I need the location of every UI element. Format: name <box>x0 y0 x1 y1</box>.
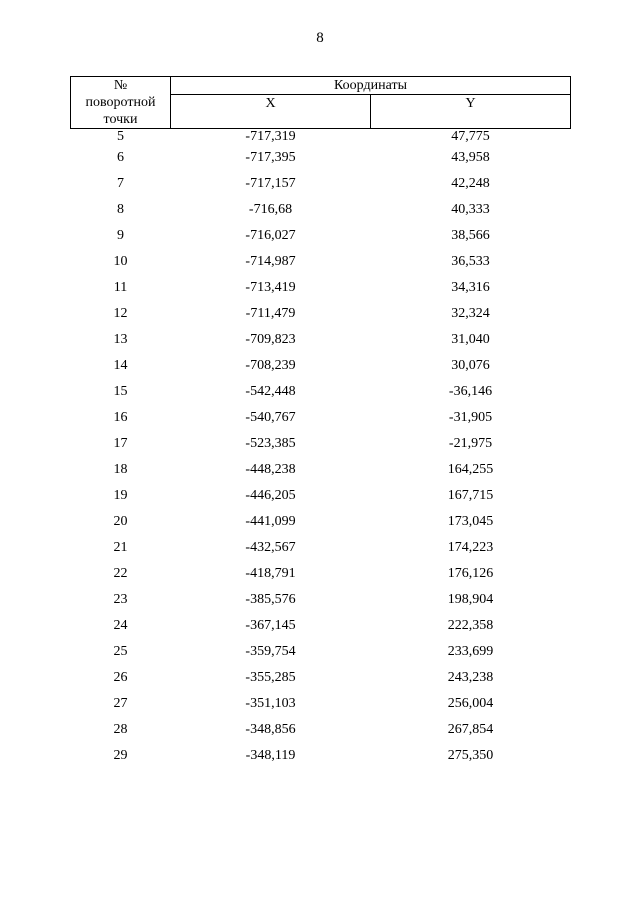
point-number-cell: 26 <box>113 670 128 685</box>
x-coordinate-cell: -713,419 <box>245 280 296 295</box>
y-coordinate-cell: 31,040 <box>451 332 490 347</box>
x-coordinate-cell: -448,238 <box>245 462 296 477</box>
x-coordinate-cell: -717,157 <box>245 176 296 191</box>
table-row <box>71 691 571 717</box>
table-row <box>71 145 571 171</box>
y-coordinate-cell: 167,715 <box>447 488 494 503</box>
x-coordinate-cell: -523,385 <box>245 436 296 451</box>
x-coordinate-cell: -709,823 <box>245 332 296 347</box>
y-coordinate-cell: 173,045 <box>447 514 494 529</box>
point-number-cell: 9 <box>117 228 124 243</box>
y-coordinate-cell: 43,958 <box>451 150 490 165</box>
y-coordinate-cell: -21,975 <box>448 436 493 451</box>
table-row <box>71 327 571 353</box>
table-row <box>71 535 571 561</box>
table-row <box>71 665 571 691</box>
coordinates-table <box>70 76 571 769</box>
table-row <box>71 743 571 769</box>
y-coordinate-cell: -36,146 <box>448 384 493 399</box>
y-coordinate-cell: 233,699 <box>447 644 494 659</box>
table-row <box>71 613 571 639</box>
point-number-cell: 16 <box>113 410 128 425</box>
point-number-cell: 21 <box>113 540 128 555</box>
point-number-cell: 14 <box>113 358 128 373</box>
point-number-cell: 24 <box>113 618 128 633</box>
y-coordinate-cell: 174,223 <box>447 540 494 555</box>
table-row <box>71 431 571 457</box>
point-number-cell: 18 <box>113 462 128 477</box>
point-number-cell: 22 <box>113 566 128 581</box>
table-row <box>71 561 571 587</box>
point-number-cell: 20 <box>113 514 128 529</box>
y-header: Y <box>371 95 571 129</box>
point-number-cell: 27 <box>113 696 128 711</box>
table-row <box>71 275 571 301</box>
y-coordinate-cell: 32,324 <box>451 306 490 321</box>
x-coordinate-cell: -359,754 <box>245 644 296 659</box>
table-row <box>71 249 571 275</box>
x-coordinate-cell: -348,119 <box>245 748 296 763</box>
y-coordinate-cell: 38,566 <box>451 228 490 243</box>
x-coordinate-cell: -446,205 <box>245 488 296 503</box>
x-coordinate-cell: -441,099 <box>245 514 296 529</box>
table-row <box>71 197 571 223</box>
y-coordinate-cell: 164,255 <box>447 462 494 477</box>
x-coordinate-cell: -385,576 <box>245 592 296 607</box>
y-coordinate-cell: 275,350 <box>447 748 494 763</box>
point-number-cell: 12 <box>113 306 128 321</box>
y-coordinate-cell: 243,238 <box>447 670 494 685</box>
table-row <box>71 457 571 483</box>
y-coordinate-cell: 198,904 <box>447 592 494 607</box>
y-coordinate-cell: 34,316 <box>451 280 490 295</box>
y-coordinate-cell: 256,004 <box>447 696 494 711</box>
y-coordinate-cell: 222,358 <box>447 618 494 633</box>
point-number-cell: 17 <box>113 436 128 451</box>
point-number-cell: 15 <box>113 384 128 399</box>
x-coordinate-cell: -542,448 <box>245 384 296 399</box>
page-number: 8 <box>316 30 324 46</box>
x-coordinate-cell: -708,239 <box>245 358 296 373</box>
table-row <box>71 587 571 613</box>
x-coordinate-cell: -367,145 <box>245 618 296 633</box>
point-number-cell: 7 <box>117 176 124 191</box>
y-coordinate-cell: 30,076 <box>451 358 490 373</box>
x-coordinate-cell: -432,567 <box>245 540 296 555</box>
point-number-cell: 29 <box>113 748 128 763</box>
y-coordinate-cell: 267,854 <box>447 722 494 737</box>
point-number-cell: 25 <box>113 644 128 659</box>
table-row <box>71 353 571 379</box>
x-coordinate-cell: -716,68 <box>248 202 293 217</box>
table-row <box>71 509 571 535</box>
point-number-cell: 11 <box>113 280 128 295</box>
point-number-cell: 6 <box>117 150 124 165</box>
table-row <box>71 129 571 146</box>
x-coordinate-cell: -717,319 <box>245 129 296 144</box>
y-coordinate-cell: 176,126 <box>447 566 494 581</box>
point-number-cell: 10 <box>113 254 128 269</box>
x-coordinate-cell: -717,395 <box>245 150 296 165</box>
point-number-header-line: № <box>113 78 128 93</box>
table-row <box>71 405 571 431</box>
table-row <box>71 483 571 509</box>
table-row <box>71 639 571 665</box>
point-number-cell: 13 <box>113 332 128 347</box>
coordinates-header: Координаты <box>171 77 571 95</box>
x-coordinate-cell: -348,856 <box>245 722 296 737</box>
y-coordinate-cell: 42,248 <box>451 176 490 191</box>
table-row <box>71 717 571 743</box>
table-row <box>71 301 571 327</box>
point-number-cell: 19 <box>113 488 128 503</box>
x-coordinate-cell: -711,479 <box>245 306 296 321</box>
point-number-header <box>71 77 171 129</box>
x-coordinate-cell: -418,791 <box>245 566 296 581</box>
point-number-cell: 28 <box>113 722 128 737</box>
x-coordinate-cell: -714,987 <box>245 254 296 269</box>
y-coordinate-cell: 47,775 <box>451 129 490 144</box>
x-coordinate-cell: -540,767 <box>245 410 296 425</box>
x-coordinate-cell: -716,027 <box>245 228 296 243</box>
table-row <box>71 171 571 197</box>
y-coordinate-cell: 36,533 <box>451 254 490 269</box>
table-header <box>71 77 571 129</box>
point-number-cell: 23 <box>113 592 128 607</box>
table-row <box>71 223 571 249</box>
y-coordinate-cell: 40,333 <box>451 202 490 217</box>
point-number-cell: 8 <box>117 202 124 217</box>
point-number-cell: 5 <box>117 129 124 144</box>
y-coordinate-cell: -31,905 <box>448 410 493 425</box>
table-body <box>71 129 571 770</box>
x-coordinate-cell: -355,285 <box>245 670 296 685</box>
point-number-header-line: поворотной <box>85 95 156 110</box>
point-number-header-line: точки <box>103 112 138 127</box>
x-header: X <box>171 95 371 129</box>
x-coordinate-cell: -351,103 <box>245 696 296 711</box>
table-row <box>71 379 571 405</box>
